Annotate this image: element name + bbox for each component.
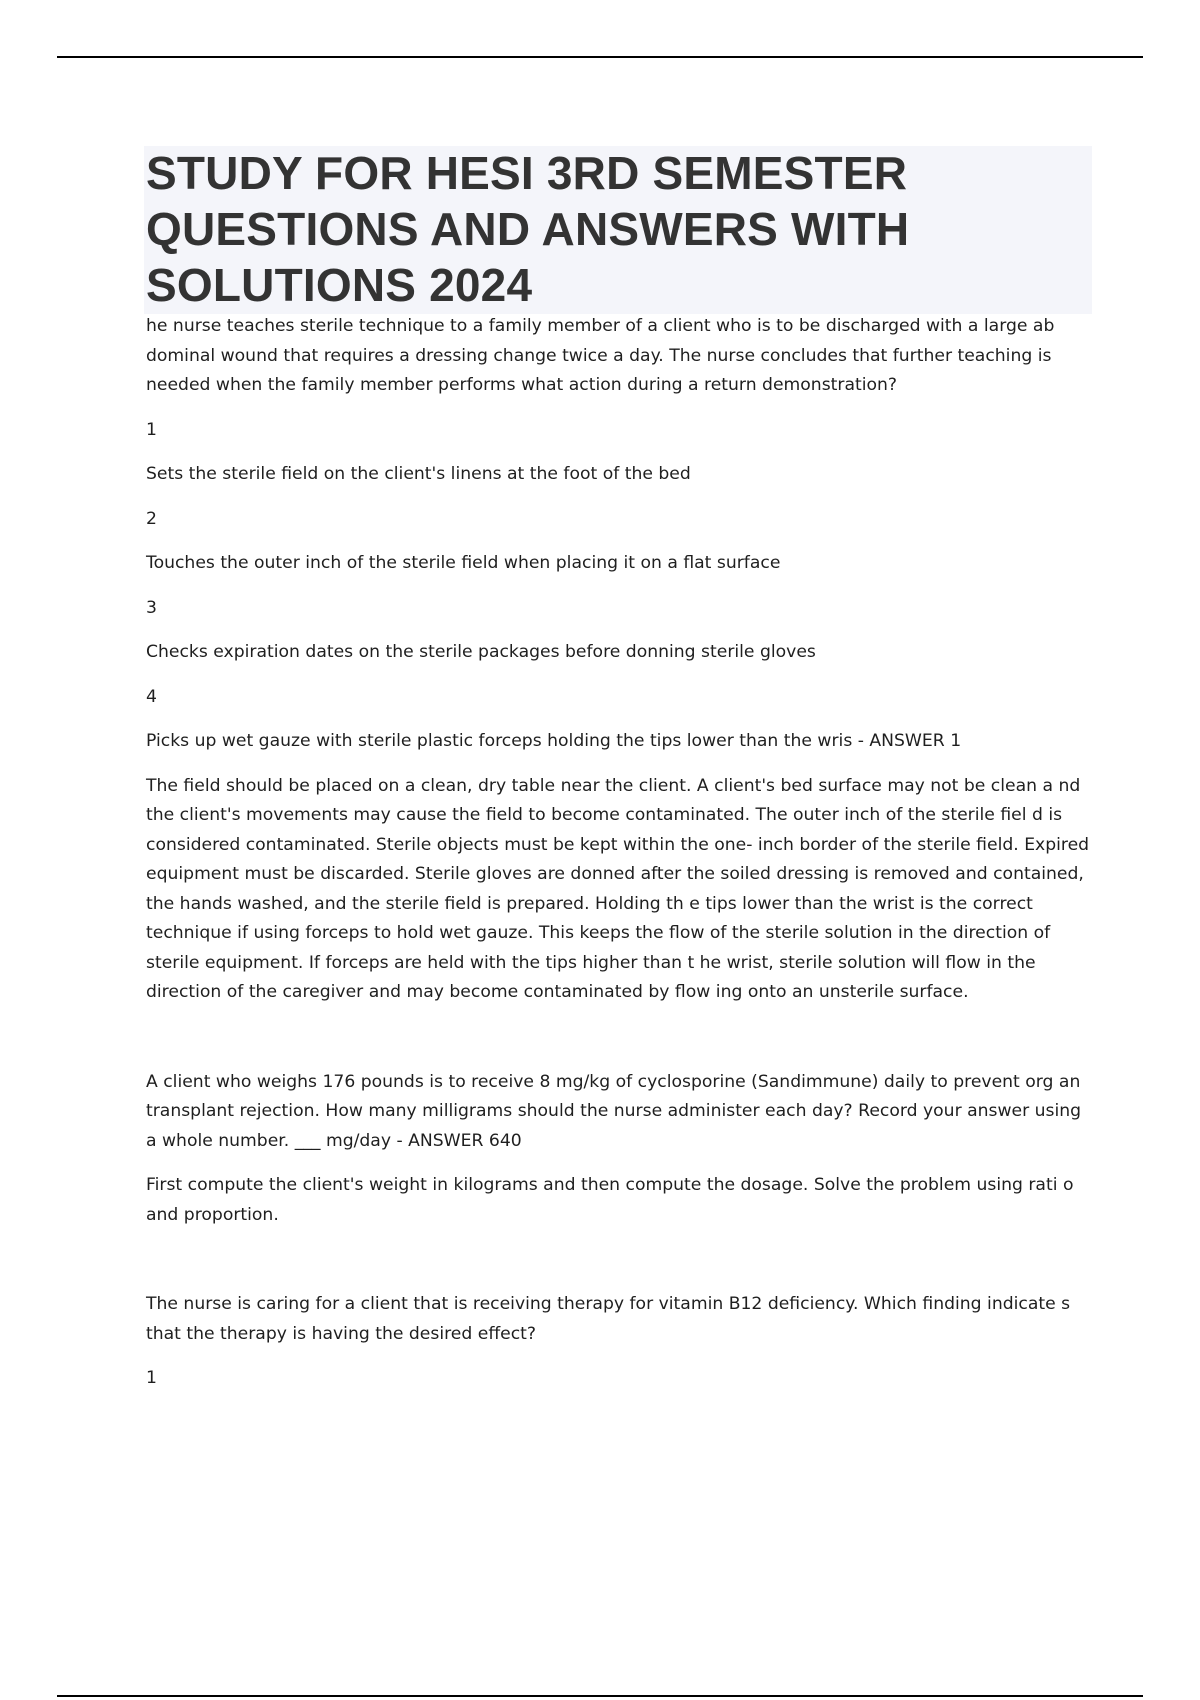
document-title: STUDY FOR HESI 3RD SEMESTER QUESTIONS AND ANSWERS WITH SOLUTIONS 2024 [146,147,910,311]
question-3-option-1-number: 1 [146,1368,157,1388]
question-1-option-3-text: Checks expiration dates on the sterile packages before donning sterile gloves [146,642,816,662]
document-body [146,312,1096,1394]
bottom-rule [57,1695,1143,1697]
question-1-option-3-number: 3 [146,597,157,618]
question-3-stem: The nurse is caring for a client that is receiving therapy for vitamin B12 deficiency. Which finding indicate s that the therapy is having the desired effect? [146,1294,1071,1344]
question-1-option-2-text: Touches the outer inch of the sterile field when placing it on a flat surface [146,553,781,573]
top-rule [57,56,1143,58]
question-1-rationale: The field should be placed on a clean, dry table near the client. A client's bed surface may not be clean a nd the client's movements may cause the field to become contaminated. The outer inch of the sterile fiel d is considered contaminated. Sterile objects must be kept within the one- inch border of the sterile field. Expired equipment must be discarded. Sterile gloves are donned after the soiled dressing is removed and contained, the hands washed, and the sterile field is prepared. Holding th e tips lower than the wrist is the correct technique if using forceps to hold wet gauze. This keeps the flow of the sterile solution in the direction of sterile equipment. If forceps are held with the tips higher than t he wrist, sterile solution will flow in the direction of the caregiver and may become contaminated by flow ing onto an unsterile surface. [146,775,1090,1002]
question-1-option-1-number: 1 [146,419,157,440]
question-1-option-4-text: Picks up wet gauze with sterile plastic forceps holding the tips lower than the wris - ANSWER 1 [146,731,962,751]
question-1-option-1-text: Sets the sterile field on the client's linens at the foot of the bed [146,464,691,484]
question-1-option-2-number: 2 [146,508,157,529]
question-2-stem: A client who weighs 176 pounds is to receive 8 mg/kg of cyclosporine (Sandimmune) daily to prevent org an transplant rejection. How many milligrams should the nurse administer each day? Record your answer using a whole number. ___ mg/day - ANSWER 640 [146,1071,1082,1151]
question-1-stem: he nurse teaches sterile technique to a family member of a client who is to be discharged with a large ab dominal wound that requires a dressing change twice a day. The nurse concludes that further teaching is needed when the family member performs what action during a return demonstration? [146,316,1055,395]
question-2-rationale: First compute the client's weight in kilograms and then compute the dosage. Solve the problem using rati o and proportion. [146,1175,1074,1225]
question-1-option-4-number: 4 [146,686,157,707]
